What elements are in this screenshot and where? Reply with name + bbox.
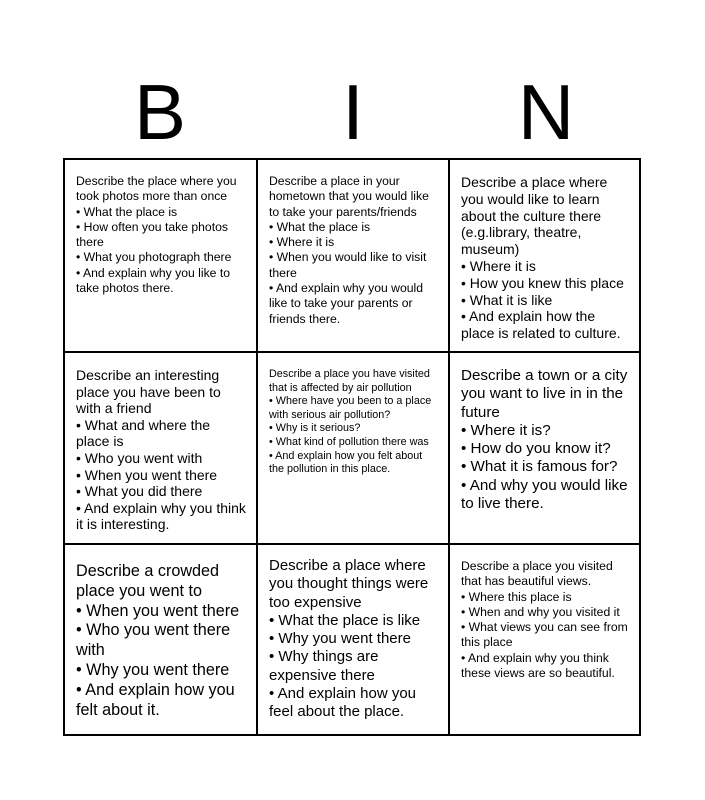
bingo-header xyxy=(64,68,642,156)
bingo-cell xyxy=(258,545,450,736)
cell-text: Describe a place you have visited that is affected by air pollution • Where have you been to a place with serious air pollution? • Why is it serious? • What kind of pollution there was • And explain how you felt about the pollution in this place. xyxy=(269,368,432,476)
bingo-cell xyxy=(450,545,641,736)
bingo-board xyxy=(63,158,641,736)
cell-text: Describe a place where you would like to learn about the culture there (e.g.library, theatre, museum) • Where it is • How you knew this place • What it is like • And explain how the place is related to culture. xyxy=(461,174,624,342)
cell-text: Describe an interesting place you have been to with a friend • What and where the place is • Who you went with • When you went there • What you did there • And explain why you think it is interesting. xyxy=(76,367,246,533)
cell-text: Describe a place you visited that has beautiful views. • Where this place is • When and why you visited it • What views you can see from this place • And explain why you think these views are so beautiful. xyxy=(461,559,628,681)
bingo-cell xyxy=(65,160,258,353)
header-letter-i: I xyxy=(342,68,364,156)
cell-text: Describe a crowded place you went to • When you went there • Who you went there with • Why you went there • And explain how you felt about it. xyxy=(76,562,240,719)
bingo-cell xyxy=(258,353,450,545)
header-letter-n: N xyxy=(517,68,575,156)
bingo-cell xyxy=(450,160,641,353)
header-letter-b: B xyxy=(133,68,187,156)
cell-text: Describe a town or a city you want to live in in the future • Where it is? • How do you know it? • What it is famous for? • And why you would like to live there. xyxy=(461,367,628,513)
bingo-cell xyxy=(65,545,258,736)
bingo-cell xyxy=(65,353,258,545)
cell-text: Describe the place where you took photos more than once • What the place is • How often you take photos there • What you photograph there • And explain why you like to take photos there. xyxy=(76,174,237,296)
bingo-cell xyxy=(258,160,450,353)
bingo-cell xyxy=(450,353,641,545)
cell-text: Describe a place in your hometown that you would like to take your parents/friends • What the place is • Where it is • When you would like to visit there • And explain why you would like to take your parents or friends there. xyxy=(269,174,429,326)
cell-text: Describe a place where you thought things were too expensive • What the place is like • Why you went there • Why things are expensive there • And explain how you feel about the place. xyxy=(269,557,429,721)
